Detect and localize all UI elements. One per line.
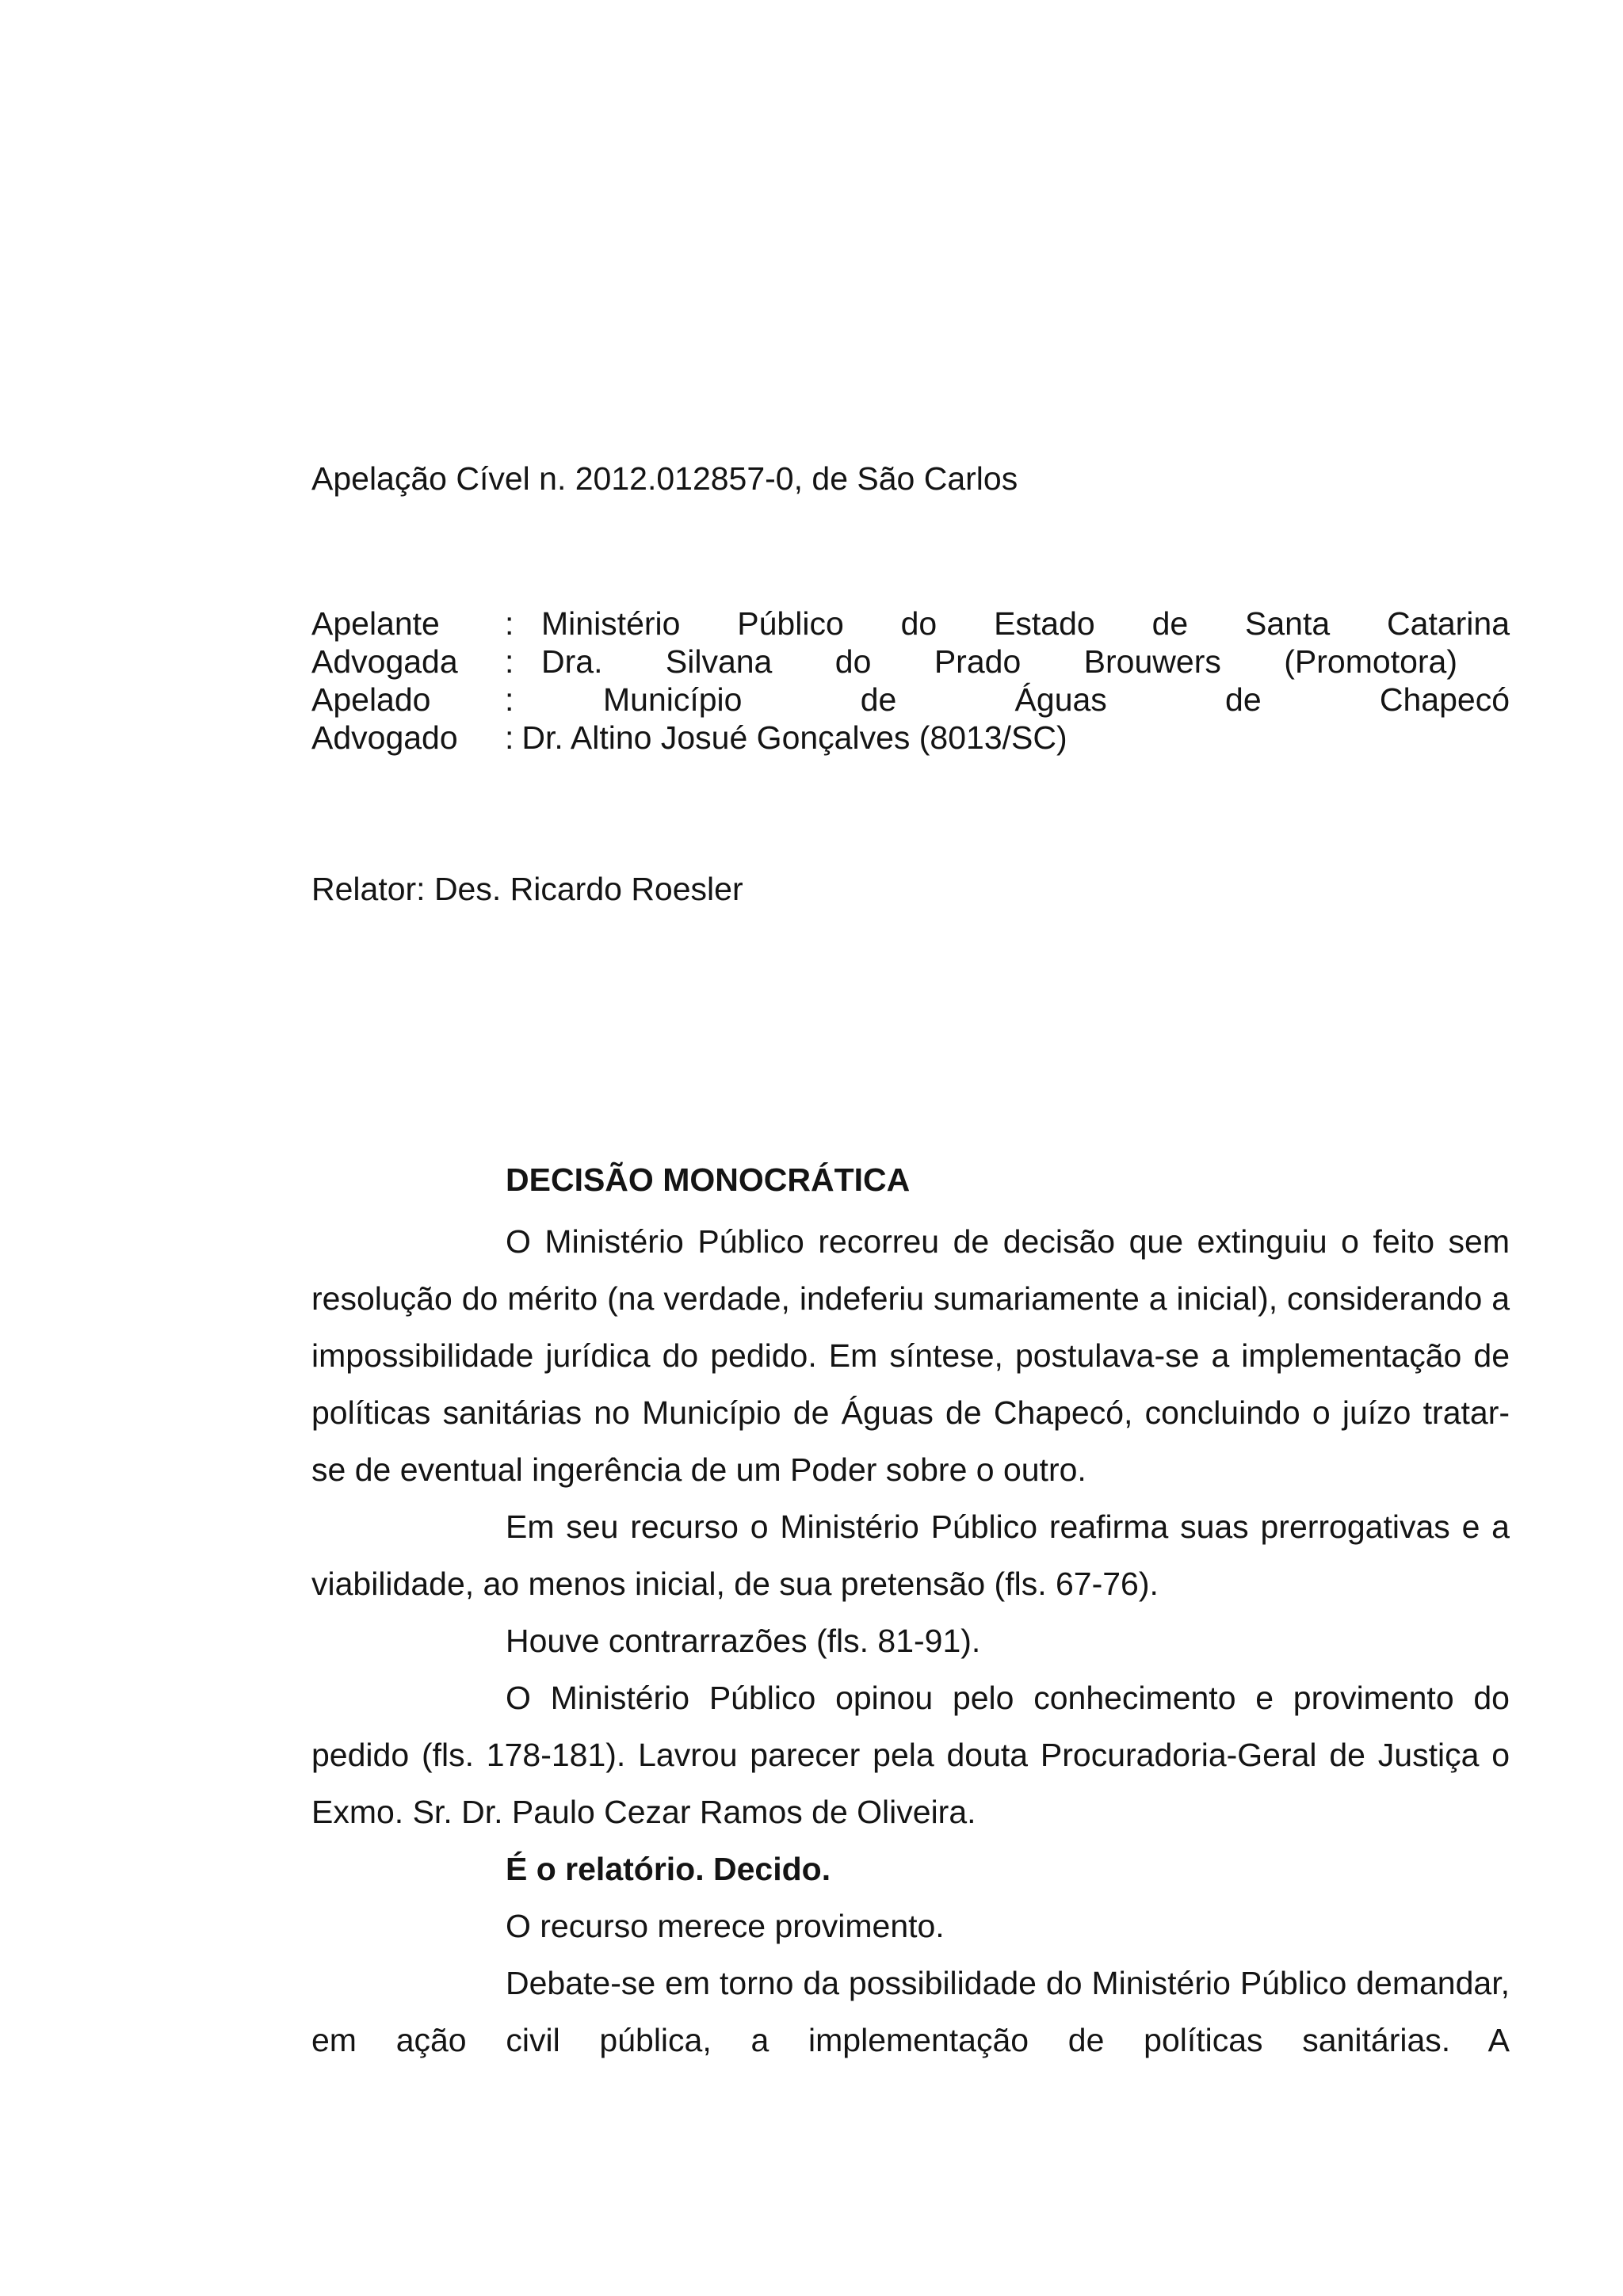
- party-row-apelado: [311, 681, 1510, 719]
- party-value: Município de Águas de Chapecó: [603, 681, 1510, 718]
- party-label: Apelante: [311, 605, 440, 642]
- party-colon: :: [505, 605, 514, 642]
- paragraph-merit: O recurso merece provimento.: [506, 1908, 945, 1944]
- parties-block: [311, 605, 1510, 757]
- party-value: Ministério Público do Estado de Santa Catarina: [541, 605, 1510, 642]
- party-colon: :: [505, 681, 514, 718]
- party-colon: :: [505, 719, 514, 756]
- party-colon: :: [505, 643, 514, 680]
- decision-body: [311, 1156, 1510, 2069]
- party-label: Apelado: [311, 681, 431, 718]
- party-row-advogada: [311, 643, 1510, 681]
- relator-line: Relator: Des. Ricardo Roesler: [311, 871, 743, 907]
- paragraph-opinion: O Ministério Público opinou pelo conhecimento e provimento do pedido (fls. 178-181). Lavrou parecer pela douta Procuradoria-Geral de Justiça o Exmo. Sr. Dr. Paulo Cezar Ramos de Oliveira.: [311, 1680, 1510, 1830]
- party-label: Advogado: [311, 719, 458, 756]
- party-row-advogado: [311, 719, 1510, 757]
- paragraph-summary: O Ministério Público recorreu de decisão que extinguiu o feito sem resolução do mérito (na verdade, indeferiu sumariamente a inicial), considerando a impossibilidade jurídica do pedido. Em síntese, postulava-se a implementação de políticas sanitárias no Município de Águas de Chapecó, concluindo o juízo tratar-se de eventual ingerência de um Poder sobre o outro.: [311, 1223, 1510, 1488]
- decision-heading: DECISÃO MONOCRÁTICA: [506, 1161, 911, 1198]
- party-value: Dra. Silvana do Prado Brouwers (Promotora): [541, 643, 1457, 680]
- paragraph-debate: Debate-se em torno da possibilidade do Ministério Público demandar, em ação civil pública, a implementação de políticas sanitárias. A: [311, 1965, 1510, 2058]
- paragraph-report: É o relatório. Decido.: [506, 1851, 831, 1887]
- party-row-apelante: [311, 605, 1510, 643]
- case-title: Apelação Cível n. 2012.012857-0, de São Carlos: [311, 460, 1018, 497]
- party-label: Advogada: [311, 643, 458, 680]
- party-value: Dr. Altino Josué Gonçalves (8013/SC): [521, 719, 1067, 756]
- paragraph-counter: Houve contrarrazões (fls. 81-91).: [506, 1623, 981, 1659]
- paragraph-appeal: Em seu recurso o Ministério Público reafirma suas prerrogativas e a viabilidade, ao menos inicial, de sua pretensão (fls. 67-76).: [311, 1508, 1510, 1602]
